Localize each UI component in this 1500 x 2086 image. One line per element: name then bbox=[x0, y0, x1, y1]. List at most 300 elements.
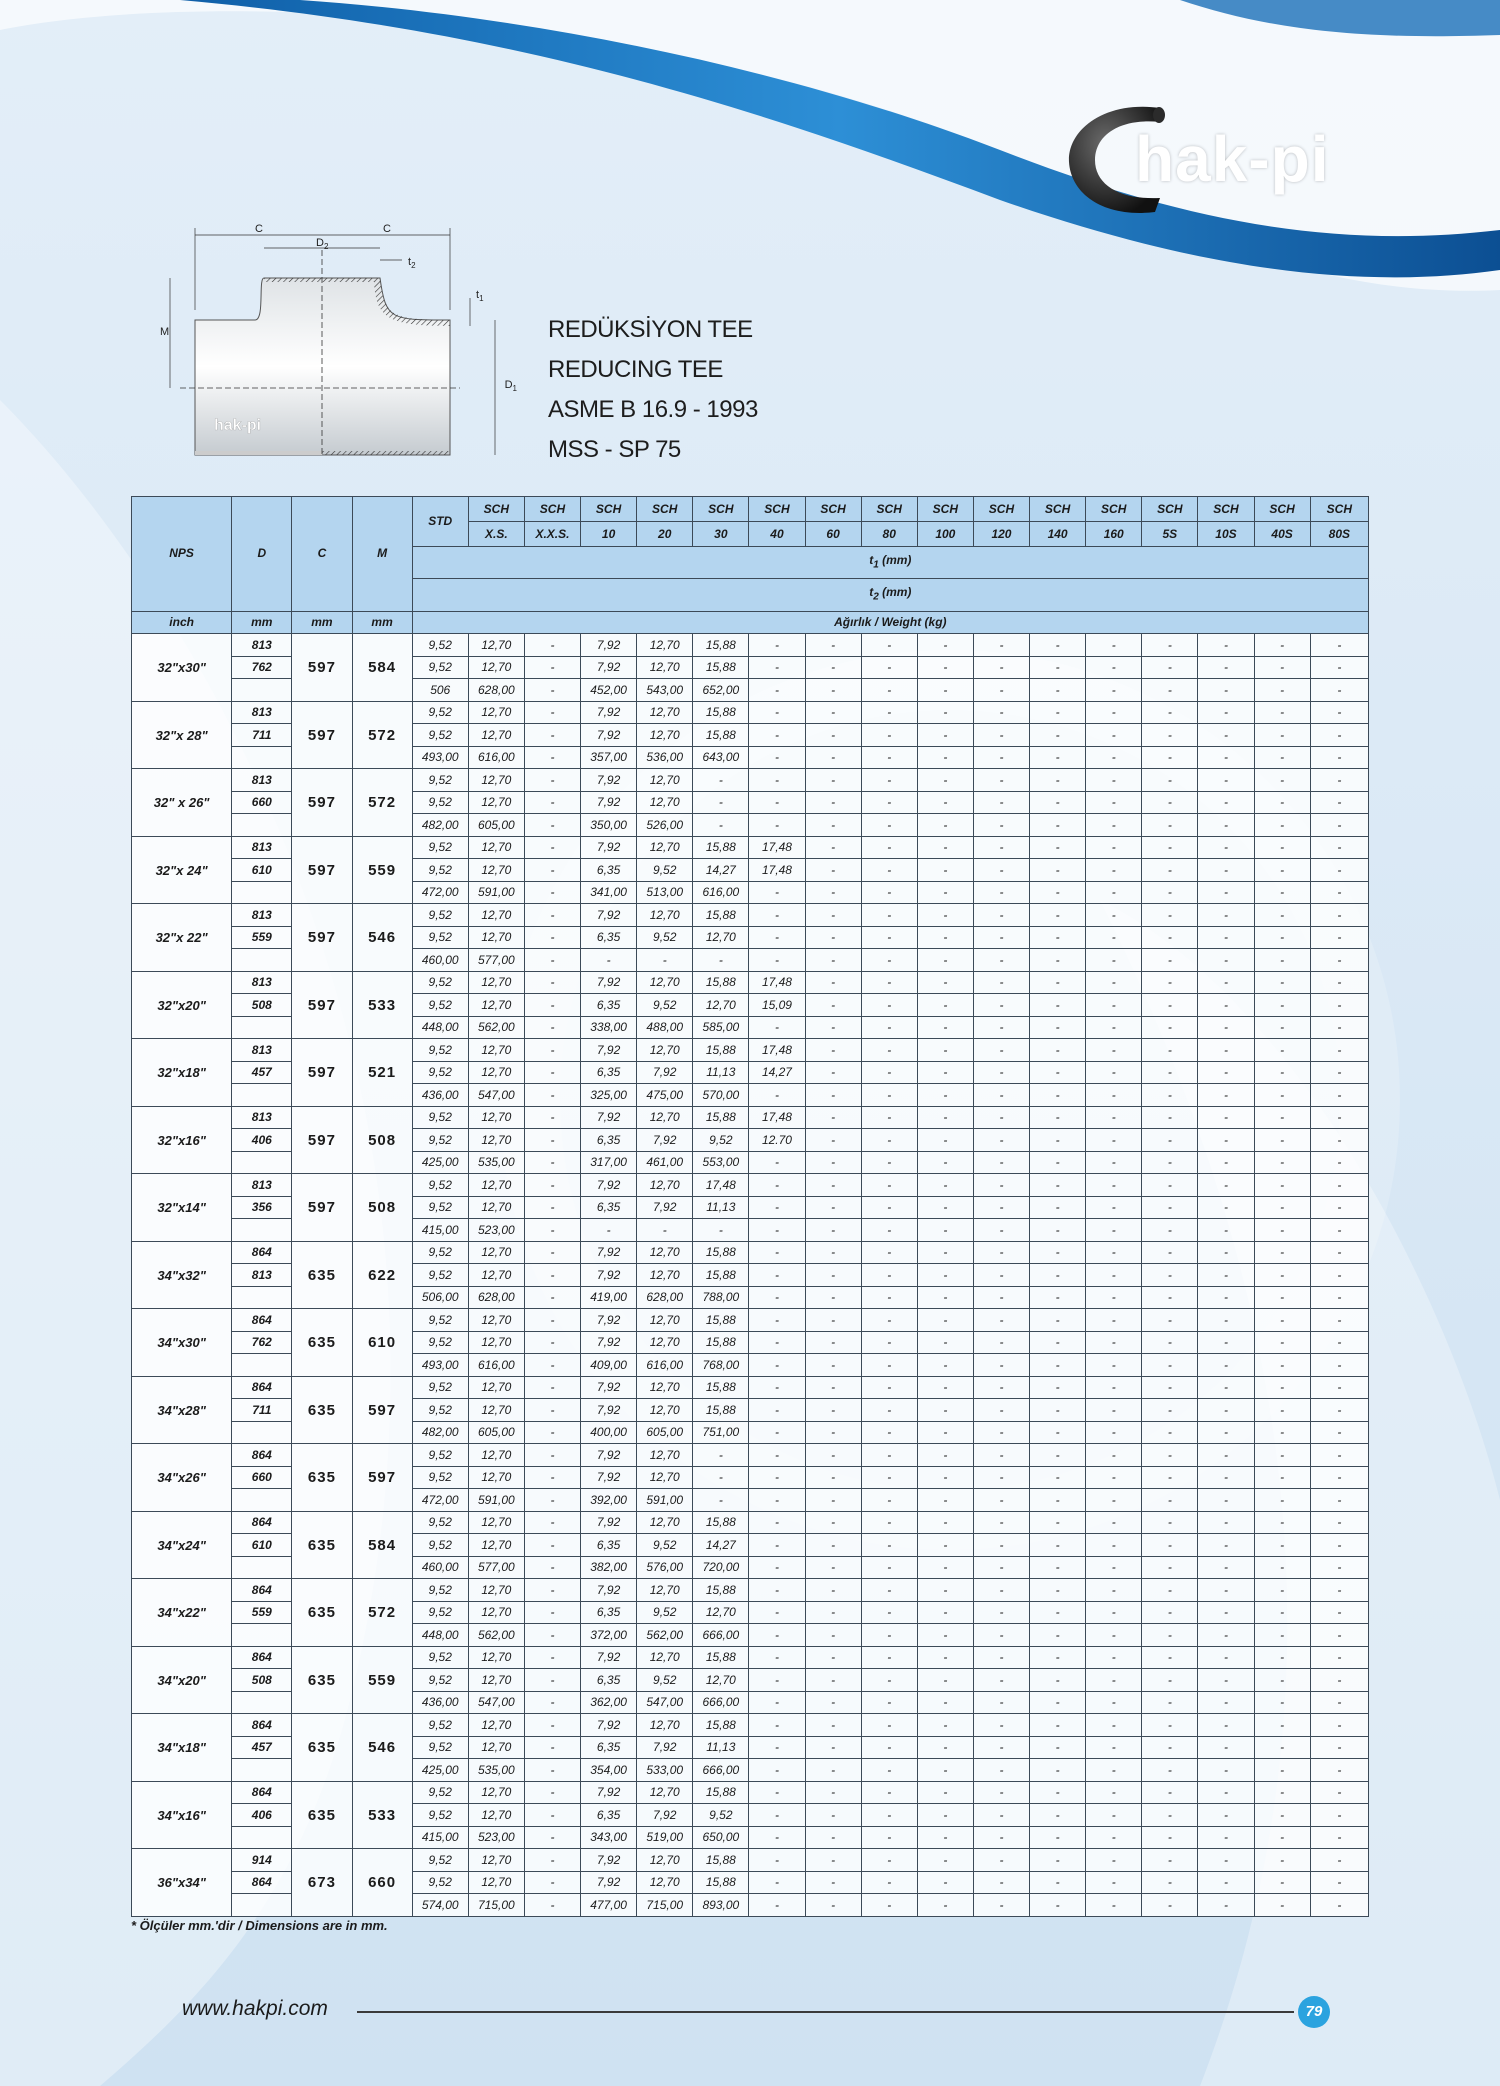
cell-value: 591,00 bbox=[468, 881, 524, 904]
cell-value: - bbox=[1086, 1016, 1142, 1039]
page-number: 79 bbox=[1298, 1996, 1330, 2028]
cell-value: - bbox=[1254, 746, 1310, 769]
cell-value: 666,00 bbox=[693, 1759, 749, 1782]
cell-value: 9,52 bbox=[412, 1804, 468, 1827]
cell-value: - bbox=[1310, 1399, 1368, 1422]
cell-c: 635 bbox=[292, 1241, 352, 1309]
cell-value: - bbox=[917, 1286, 973, 1309]
cell-value: - bbox=[917, 1264, 973, 1287]
cell-value: - bbox=[973, 1106, 1029, 1129]
cell-value: - bbox=[805, 994, 861, 1017]
cell-d1: 864 bbox=[232, 1241, 292, 1264]
cell-value: - bbox=[861, 859, 917, 882]
header-sch-bottom: 20 bbox=[637, 522, 693, 547]
cell-value: - bbox=[805, 769, 861, 792]
cell-value: - bbox=[973, 1871, 1029, 1894]
cell-m: 508 bbox=[352, 1106, 412, 1174]
cell-value: 7,92 bbox=[581, 1781, 637, 1804]
cell-value: - bbox=[1198, 1129, 1254, 1152]
cell-value: - bbox=[1198, 724, 1254, 747]
cell-value: - bbox=[973, 1646, 1029, 1669]
cell-d-empty bbox=[232, 1084, 292, 1107]
cell-value: - bbox=[1254, 1601, 1310, 1624]
cell-d2: 559 bbox=[232, 1601, 292, 1624]
cell-value: - bbox=[861, 1826, 917, 1849]
cell-value: 12,70 bbox=[637, 1646, 693, 1669]
cell-value: 12,70 bbox=[637, 1376, 693, 1399]
cell-value: 553,00 bbox=[693, 1151, 749, 1174]
cell-value: - bbox=[805, 1826, 861, 1849]
cell-value: - bbox=[861, 814, 917, 837]
cell-value: - bbox=[1254, 1691, 1310, 1714]
cell-m: 533 bbox=[352, 1781, 412, 1849]
cell-d2: 457 bbox=[232, 1061, 292, 1084]
cell-value: - bbox=[1198, 1331, 1254, 1354]
cell-value: - bbox=[805, 791, 861, 814]
cell-value: - bbox=[1030, 1511, 1086, 1534]
cell-value: 12,70 bbox=[468, 791, 524, 814]
cell-value: - bbox=[1086, 1736, 1142, 1759]
cell-value: - bbox=[1030, 1646, 1086, 1669]
cell-d-empty bbox=[232, 1894, 292, 1917]
cell-value: - bbox=[1254, 1106, 1310, 1129]
cell-value: 574,00 bbox=[412, 1894, 468, 1917]
cell-value: - bbox=[861, 971, 917, 994]
cell-value: 12,70 bbox=[468, 1174, 524, 1197]
cell-value: 9,52 bbox=[412, 1444, 468, 1467]
cell-value: - bbox=[1086, 1646, 1142, 1669]
cell-value: 9,52 bbox=[637, 1534, 693, 1557]
cell-value: - bbox=[1142, 1151, 1198, 1174]
cell-value: 6,35 bbox=[581, 1669, 637, 1692]
cell-value: 9,52 bbox=[412, 859, 468, 882]
cell-value: - bbox=[1142, 1534, 1198, 1557]
cell-value: - bbox=[861, 724, 917, 747]
cell-value: - bbox=[805, 1894, 861, 1917]
cell-c: 597 bbox=[292, 634, 352, 702]
cell-value: - bbox=[1030, 904, 1086, 927]
header-sch-top: SCH bbox=[1254, 497, 1310, 522]
cell-value: 7,92 bbox=[581, 904, 637, 927]
cell-c: 597 bbox=[292, 904, 352, 972]
cell-d2: 610 bbox=[232, 1534, 292, 1557]
cell-value: 7,92 bbox=[581, 1579, 637, 1602]
cell-value: - bbox=[581, 949, 637, 972]
cell-value: - bbox=[973, 1196, 1029, 1219]
cell-value: - bbox=[805, 1174, 861, 1197]
header-sch-bottom: 5S bbox=[1142, 522, 1198, 547]
unit-m: mm bbox=[352, 611, 412, 634]
cell-value: - bbox=[973, 1264, 1029, 1287]
cell-value: 562,00 bbox=[468, 1624, 524, 1647]
cell-value: 15,88 bbox=[693, 836, 749, 859]
cell-value: - bbox=[805, 1039, 861, 1062]
cell-value: - bbox=[749, 1286, 805, 1309]
cell-value: - bbox=[1310, 1781, 1368, 1804]
cell-value: - bbox=[861, 1151, 917, 1174]
cell-value: - bbox=[973, 1129, 1029, 1152]
cell-value: 715,00 bbox=[468, 1894, 524, 1917]
cell-value: - bbox=[973, 701, 1029, 724]
cell-d2: 762 bbox=[232, 656, 292, 679]
cell-value: 12,70 bbox=[468, 1196, 524, 1219]
cell-value: - bbox=[1198, 1624, 1254, 1647]
cell-value: - bbox=[1030, 769, 1086, 792]
cell-value: - bbox=[805, 926, 861, 949]
cell-value: - bbox=[749, 1714, 805, 1737]
cell-value: - bbox=[1030, 1106, 1086, 1129]
cell-value: - bbox=[1310, 1466, 1368, 1489]
cell-value: 7,92 bbox=[581, 791, 637, 814]
cell-value: - bbox=[805, 904, 861, 927]
cell-value: - bbox=[861, 791, 917, 814]
cell-value: 341,00 bbox=[581, 881, 637, 904]
cell-value: - bbox=[1086, 1804, 1142, 1827]
cell-c: 635 bbox=[292, 1444, 352, 1512]
cell-value: - bbox=[1310, 1624, 1368, 1647]
cell-value: - bbox=[861, 1646, 917, 1669]
cell-value: - bbox=[524, 1106, 580, 1129]
cell-value: 605,00 bbox=[637, 1421, 693, 1444]
cell-value: - bbox=[1086, 971, 1142, 994]
cell-value: 475,00 bbox=[637, 1084, 693, 1107]
cell-value: - bbox=[805, 746, 861, 769]
cell-value: - bbox=[917, 1691, 973, 1714]
cell-value: - bbox=[861, 1511, 917, 1534]
cell-value: - bbox=[1142, 1331, 1198, 1354]
cell-value: 9,52 bbox=[412, 1669, 468, 1692]
cell-value: 9,52 bbox=[412, 1106, 468, 1129]
cell-m: 597 bbox=[352, 1376, 412, 1444]
cell-value: - bbox=[1142, 1196, 1198, 1219]
cell-value: - bbox=[1198, 1849, 1254, 1872]
cell-value: 12,70 bbox=[468, 859, 524, 882]
cell-value: - bbox=[973, 1669, 1029, 1692]
cell-value: - bbox=[805, 1376, 861, 1399]
cell-value: - bbox=[917, 1894, 973, 1917]
cell-value: - bbox=[524, 1511, 580, 1534]
cell-value: 350,00 bbox=[581, 814, 637, 837]
cell-value: - bbox=[1254, 1264, 1310, 1287]
cell-m: 597 bbox=[352, 1444, 412, 1512]
cell-value: - bbox=[1198, 1759, 1254, 1782]
header-d: D bbox=[232, 497, 292, 612]
cell-value: 577,00 bbox=[468, 1556, 524, 1579]
cell-d-empty bbox=[232, 1016, 292, 1039]
cell-value: - bbox=[749, 1466, 805, 1489]
cell-value: 650,00 bbox=[693, 1826, 749, 1849]
cell-value: - bbox=[1086, 1601, 1142, 1624]
cell-value: - bbox=[861, 1331, 917, 1354]
cell-value: - bbox=[1310, 904, 1368, 927]
cell-value: 12,70 bbox=[468, 1309, 524, 1332]
cell-value: - bbox=[973, 1444, 1029, 1467]
cell-value: - bbox=[1310, 836, 1368, 859]
cell-value: 7,92 bbox=[581, 1331, 637, 1354]
cell-value: - bbox=[1030, 634, 1086, 657]
cell-value: 547,00 bbox=[637, 1691, 693, 1714]
cell-value: 15,88 bbox=[693, 1039, 749, 1062]
cell-value: - bbox=[861, 1309, 917, 1332]
cell-value: - bbox=[1254, 1129, 1310, 1152]
cell-value: - bbox=[1030, 926, 1086, 949]
cell-value: - bbox=[693, 949, 749, 972]
cell-c: 635 bbox=[292, 1579, 352, 1647]
cell-value: - bbox=[861, 1849, 917, 1872]
cell-value: - bbox=[973, 1849, 1029, 1872]
cell-value: - bbox=[1142, 949, 1198, 972]
cell-value: 12,70 bbox=[637, 634, 693, 657]
cell-value: 12,70 bbox=[468, 1466, 524, 1489]
cell-value: - bbox=[861, 656, 917, 679]
cell-c: 635 bbox=[292, 1511, 352, 1579]
cell-value: - bbox=[973, 1804, 1029, 1827]
header-sch-bottom: 120 bbox=[973, 522, 1029, 547]
cell-value: 591,00 bbox=[468, 1489, 524, 1512]
cell-value: - bbox=[1310, 791, 1368, 814]
cell-value: 9,52 bbox=[412, 1534, 468, 1557]
cell-value: 382,00 bbox=[581, 1556, 637, 1579]
cell-value: 9,52 bbox=[637, 1669, 693, 1692]
cell-value: - bbox=[973, 1151, 1029, 1174]
cell-value: - bbox=[805, 1601, 861, 1624]
cell-value: - bbox=[1030, 1421, 1086, 1444]
cell-value: - bbox=[805, 1489, 861, 1512]
cell-value: - bbox=[805, 859, 861, 882]
cell-value: 9,52 bbox=[412, 1466, 468, 1489]
cell-value: - bbox=[805, 1399, 861, 1422]
cell-value: - bbox=[524, 1196, 580, 1219]
header-sch-top: SCH bbox=[1030, 497, 1086, 522]
cell-value: - bbox=[1142, 1444, 1198, 1467]
label-d2: $D_2$ bbox=[316, 237, 329, 251]
cell-value: - bbox=[1142, 746, 1198, 769]
cell-value: - bbox=[1254, 1174, 1310, 1197]
cell-value: - bbox=[1086, 1264, 1142, 1287]
cell-value: 12,70 bbox=[468, 1714, 524, 1737]
cell-value: 576,00 bbox=[637, 1556, 693, 1579]
cell-value: 628,00 bbox=[637, 1286, 693, 1309]
cell-value: - bbox=[861, 904, 917, 927]
cell-value: - bbox=[861, 1196, 917, 1219]
cell-value: - bbox=[973, 1421, 1029, 1444]
cell-value: - bbox=[524, 1714, 580, 1737]
cell-value: - bbox=[1030, 1624, 1086, 1647]
cell-value: - bbox=[1086, 1894, 1142, 1917]
cell-value: 460,00 bbox=[412, 1556, 468, 1579]
cell-value: 12,70 bbox=[468, 1331, 524, 1354]
cell-value: 12,70 bbox=[468, 1579, 524, 1602]
cell-value: - bbox=[805, 949, 861, 972]
cell-value: - bbox=[1030, 1826, 1086, 1849]
cell-value: - bbox=[861, 1556, 917, 1579]
cell-value: - bbox=[1254, 1826, 1310, 1849]
cell-value: 17,48 bbox=[749, 836, 805, 859]
cell-value: - bbox=[524, 1826, 580, 1849]
cell-value: - bbox=[1142, 1421, 1198, 1444]
cell-value: - bbox=[973, 1039, 1029, 1062]
cell-value: - bbox=[1142, 1511, 1198, 1534]
cell-value: - bbox=[524, 1781, 580, 1804]
cell-value: 325,00 bbox=[581, 1084, 637, 1107]
cell-value: - bbox=[917, 1556, 973, 1579]
cell-value: 7,92 bbox=[581, 1039, 637, 1062]
cell-value: 715,00 bbox=[637, 1894, 693, 1917]
cell-value: - bbox=[1254, 1241, 1310, 1264]
cell-value: - bbox=[1254, 769, 1310, 792]
cell-d1: 864 bbox=[232, 1444, 292, 1467]
cell-value: 9,52 bbox=[412, 1241, 468, 1264]
cell-value: - bbox=[1030, 814, 1086, 837]
cell-value: - bbox=[1254, 1039, 1310, 1062]
header-t2 bbox=[412, 579, 1368, 611]
cell-value: - bbox=[1142, 1894, 1198, 1917]
cell-value: - bbox=[917, 1421, 973, 1444]
header-sch-top: SCH bbox=[1198, 497, 1254, 522]
unit-c: mm bbox=[292, 611, 352, 634]
cell-value: 12,70 bbox=[468, 1129, 524, 1152]
cell-value: - bbox=[1254, 1444, 1310, 1467]
cell-value: 400,00 bbox=[581, 1421, 637, 1444]
cell-value: - bbox=[1254, 949, 1310, 972]
cell-value: - bbox=[1310, 1714, 1368, 1737]
cell-value: - bbox=[1198, 1039, 1254, 1062]
cell-value: - bbox=[805, 634, 861, 657]
cell-value: - bbox=[861, 1534, 917, 1557]
cell-value: - bbox=[805, 1421, 861, 1444]
cell-value: - bbox=[1086, 1534, 1142, 1557]
cell-value: - bbox=[1254, 1579, 1310, 1602]
cell-value: - bbox=[1310, 1219, 1368, 1242]
cell-value: - bbox=[524, 1894, 580, 1917]
cell-value: - bbox=[1086, 701, 1142, 724]
cell-value: - bbox=[861, 769, 917, 792]
cell-value: 12,70 bbox=[637, 724, 693, 747]
cell-value: - bbox=[1254, 994, 1310, 1017]
cell-value: - bbox=[524, 1219, 580, 1242]
cell-value: 768,00 bbox=[693, 1354, 749, 1377]
cell-value: 12,70 bbox=[637, 1174, 693, 1197]
cell-value: - bbox=[1310, 1129, 1368, 1152]
cell-value: - bbox=[805, 1264, 861, 1287]
cell-value: 9,52 bbox=[412, 656, 468, 679]
cell-value: - bbox=[861, 1264, 917, 1287]
cell-value: - bbox=[524, 1669, 580, 1692]
cell-value: - bbox=[917, 1399, 973, 1422]
cell-value: - bbox=[1142, 1399, 1198, 1422]
cell-value: - bbox=[917, 814, 973, 837]
cell-m: 508 bbox=[352, 1174, 412, 1242]
cell-value: - bbox=[917, 1781, 973, 1804]
cell-value: - bbox=[1030, 1894, 1086, 1917]
cell-value: 12,70 bbox=[468, 1601, 524, 1624]
table-row bbox=[132, 1309, 1369, 1332]
cell-value: 523,00 bbox=[468, 1826, 524, 1849]
cell-value: - bbox=[1198, 1871, 1254, 1894]
cell-nps: 34"x32" bbox=[132, 1241, 232, 1309]
cell-value: - bbox=[1254, 1781, 1310, 1804]
cell-value: 317,00 bbox=[581, 1151, 637, 1174]
cell-value: - bbox=[917, 1511, 973, 1534]
cell-value: 7,92 bbox=[581, 1309, 637, 1332]
table-row bbox=[132, 634, 1369, 657]
cell-value: - bbox=[917, 1849, 973, 1872]
cell-d2: 711 bbox=[232, 724, 292, 747]
brand-logo bbox=[1065, 100, 1365, 220]
cell-value: - bbox=[1254, 904, 1310, 927]
cell-value: 9,52 bbox=[637, 994, 693, 1017]
cell-value: - bbox=[1030, 1714, 1086, 1737]
unit-d: mm bbox=[232, 611, 292, 634]
cell-value: - bbox=[917, 926, 973, 949]
cell-m: 572 bbox=[352, 1579, 412, 1647]
cell-value: 15,88 bbox=[693, 1849, 749, 1872]
cell-value: - bbox=[1198, 971, 1254, 994]
cell-value: 720,00 bbox=[693, 1556, 749, 1579]
cell-c: 597 bbox=[292, 701, 352, 769]
cell-value: 12,70 bbox=[468, 1264, 524, 1287]
cell-value: 15,88 bbox=[693, 1714, 749, 1737]
cell-c: 597 bbox=[292, 971, 352, 1039]
t2-subscript: 2 bbox=[873, 591, 879, 603]
cell-value: - bbox=[1030, 1556, 1086, 1579]
cell-d-empty bbox=[232, 1624, 292, 1647]
website-link[interactable]: www.hakpi.com bbox=[182, 1997, 328, 2020]
cell-value: 12,70 bbox=[468, 724, 524, 747]
cell-value: - bbox=[1086, 1354, 1142, 1377]
header-sch-bottom: 160 bbox=[1086, 522, 1142, 547]
cell-value: - bbox=[524, 1601, 580, 1624]
cell-d-empty bbox=[232, 1151, 292, 1174]
header-sch-bottom: 60 bbox=[805, 522, 861, 547]
cell-value: - bbox=[861, 1219, 917, 1242]
cell-value: 15,88 bbox=[693, 1241, 749, 1264]
cell-value: - bbox=[1310, 1804, 1368, 1827]
cell-value: - bbox=[1142, 926, 1198, 949]
cell-value: - bbox=[1310, 1174, 1368, 1197]
cell-value: - bbox=[524, 1556, 580, 1579]
cell-value: 15,09 bbox=[749, 994, 805, 1017]
cell-value: - bbox=[1086, 1129, 1142, 1152]
cell-value: - bbox=[1254, 1219, 1310, 1242]
cell-value: 6,35 bbox=[581, 1601, 637, 1624]
cell-value: - bbox=[973, 679, 1029, 702]
cell-value: - bbox=[1310, 1421, 1368, 1444]
cell-value: - bbox=[524, 994, 580, 1017]
cell-value: - bbox=[861, 1804, 917, 1827]
cell-value: - bbox=[1086, 791, 1142, 814]
cell-value: 9,52 bbox=[412, 634, 468, 657]
cell-value: 506 bbox=[412, 679, 468, 702]
cell-value: - bbox=[861, 1781, 917, 1804]
cell-value: - bbox=[917, 881, 973, 904]
cell-value: - bbox=[917, 1804, 973, 1827]
cell-m: 584 bbox=[352, 634, 412, 702]
cell-value: - bbox=[805, 1646, 861, 1669]
cell-value: - bbox=[917, 1039, 973, 1062]
cell-value: 12,70 bbox=[637, 1039, 693, 1062]
cell-value: 9,52 bbox=[412, 791, 468, 814]
header-sch-top: SCH bbox=[805, 497, 861, 522]
cell-value: - bbox=[1310, 1579, 1368, 1602]
cell-d2: 508 bbox=[232, 1669, 292, 1692]
cell-value: - bbox=[805, 1151, 861, 1174]
cell-value: - bbox=[1030, 1534, 1086, 1557]
cell-value: 577,00 bbox=[468, 949, 524, 972]
cell-value: - bbox=[524, 1354, 580, 1377]
cell-value: - bbox=[1254, 1736, 1310, 1759]
cell-value: 523,00 bbox=[468, 1219, 524, 1242]
